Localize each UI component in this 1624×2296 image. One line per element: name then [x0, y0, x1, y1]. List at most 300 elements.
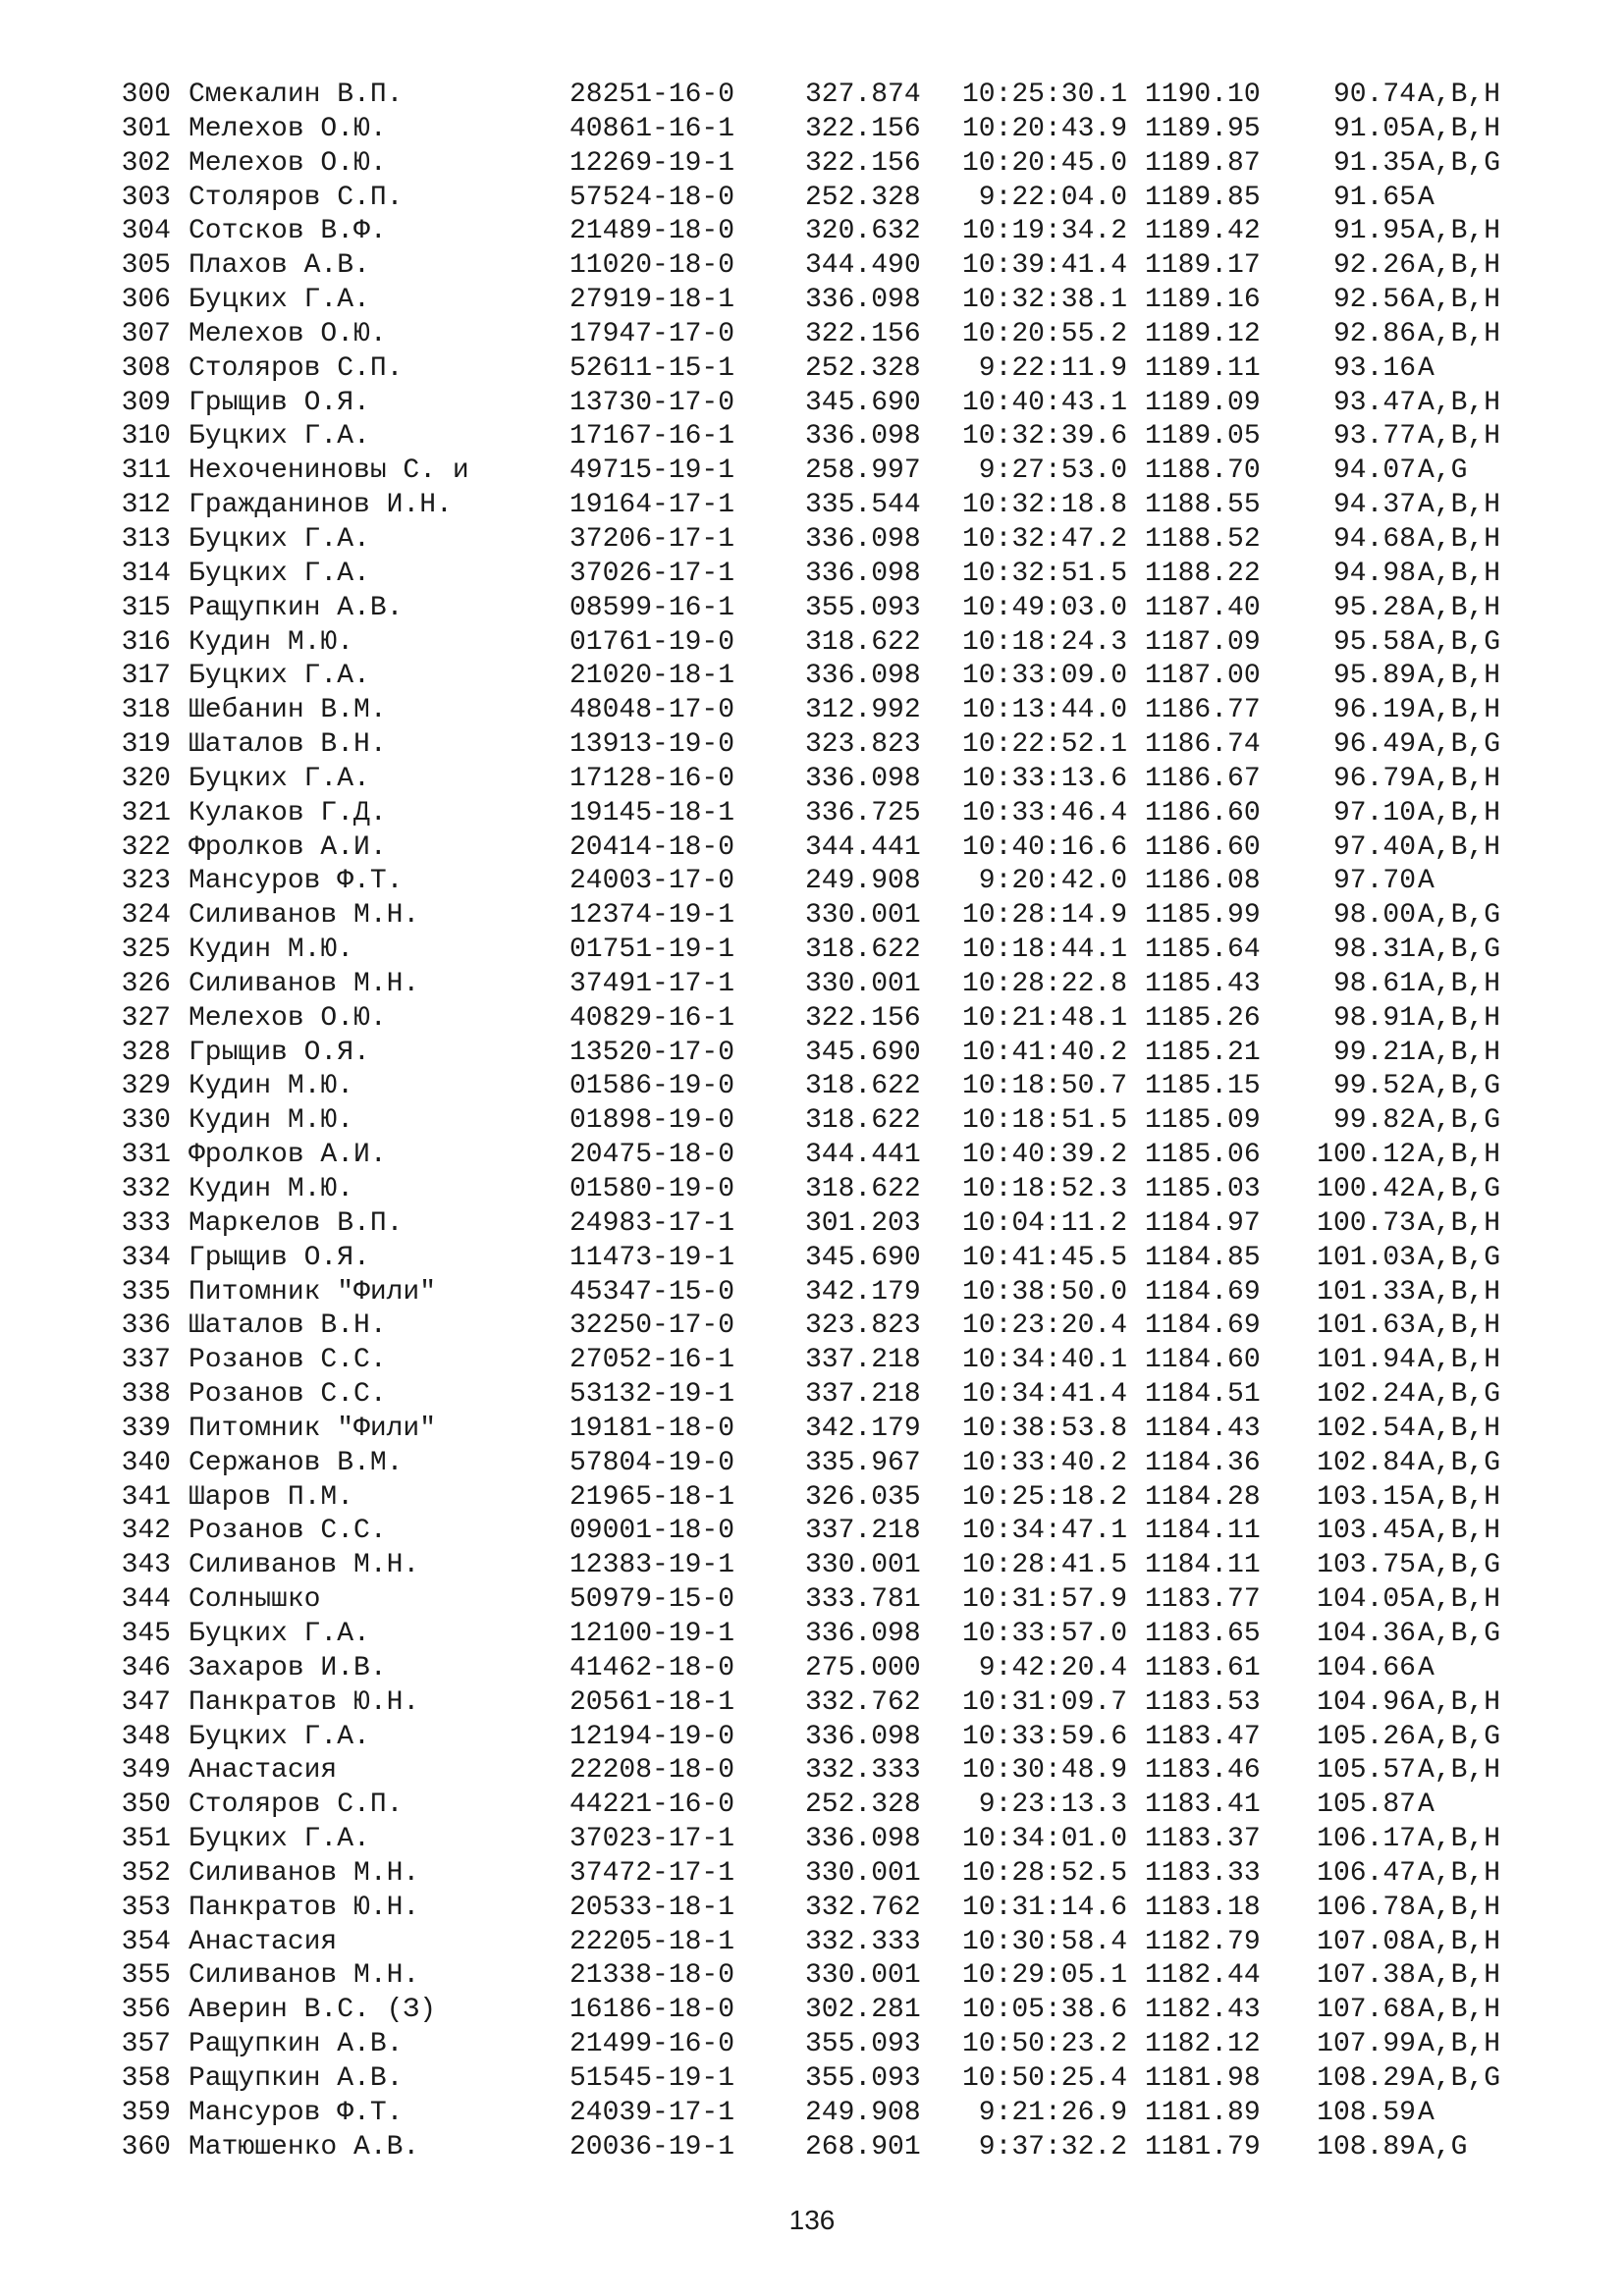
table-row: [118, 694, 1532, 728]
row-number: 346: [121, 1652, 171, 1683]
table-row: [118, 1173, 1532, 1207]
arrival-time: 10:20:55.2: [961, 318, 1127, 349]
arrival-time: 10:33:13.6: [961, 763, 1127, 794]
fancier-name: Анастасия: [189, 1755, 338, 1787]
points: 95.58: [1332, 626, 1416, 658]
row-number: 306: [121, 285, 171, 316]
speed: 1190.10: [1145, 80, 1261, 110]
row-number: 350: [121, 1789, 171, 1821]
fancier-name: Буцких Г.А.: [189, 523, 370, 555]
arrival-time: 9:22:04.0: [978, 182, 1127, 213]
categories: A,B,H: [1418, 2029, 1501, 2060]
categories: A,B,H: [1418, 1926, 1501, 1957]
speed: 1184.28: [1145, 1481, 1261, 1513]
speed: 1182.44: [1145, 1960, 1261, 1992]
fancier-name: Кудин М.Ю.: [189, 1174, 354, 1204]
fancier-name: Смекалин В.П.: [189, 80, 404, 110]
fancier-name: Ращупкин А.В.: [189, 2062, 404, 2094]
fancier-name: Шебанин В.М.: [189, 695, 387, 726]
row-number: 341: [121, 1481, 171, 1513]
distance: 355.093: [805, 2062, 921, 2094]
categories: A,B,G: [1418, 147, 1501, 179]
points: 101.63: [1317, 1310, 1416, 1342]
fancier-name: Панкратов Ю.Н.: [189, 1686, 420, 1718]
fancier-name: Силиванов М.Н.: [189, 1960, 420, 1992]
categories: A: [1418, 182, 1435, 213]
fancier-name: Маркелов В.П.: [189, 1207, 404, 1239]
categories: A,B,H: [1418, 1276, 1501, 1308]
categories: A,B,H: [1418, 387, 1501, 418]
row-number: 319: [121, 729, 171, 761]
table-row: [118, 1721, 1532, 1755]
arrival-time: 10:28:41.5: [961, 1550, 1127, 1581]
speed: 1182.43: [1145, 1995, 1261, 2026]
distance: 275.000: [805, 1652, 921, 1683]
arrival-time: 10:40:16.6: [961, 831, 1127, 863]
distance: 330.001: [805, 1857, 921, 1889]
table-row: [118, 284, 1532, 318]
speed: 1189.09: [1145, 387, 1261, 418]
arrival-time: 10:41:45.5: [961, 1242, 1127, 1273]
speed: 1186.67: [1145, 763, 1261, 794]
speed: 1188.22: [1145, 558, 1261, 589]
ring-number: 37206-17-1: [569, 523, 735, 555]
table-row: [118, 1002, 1532, 1037]
fancier-name: Силиванов М.Н.: [189, 1857, 420, 1889]
table-row: [118, 147, 1532, 182]
speed: 1189.11: [1145, 352, 1261, 384]
speed: 1186.60: [1145, 831, 1261, 863]
fancier-name: Мелехов О.Ю.: [189, 113, 387, 144]
distance: 318.622: [805, 1071, 921, 1102]
points: 94.37: [1332, 490, 1416, 521]
table-row: [118, 1104, 1532, 1139]
categories: A,B,G: [1418, 1550, 1501, 1581]
points: 101.94: [1317, 1345, 1416, 1376]
categories: A,B,H: [1418, 831, 1501, 863]
arrival-time: 10:04:11.2: [961, 1207, 1127, 1239]
table-row: [118, 1447, 1532, 1481]
distance: 322.156: [805, 1002, 921, 1034]
ring-number: 57524-18-0: [569, 182, 735, 213]
categories: A: [1418, 352, 1435, 384]
table-row: [118, 1344, 1532, 1378]
row-number: 314: [121, 558, 171, 589]
distance: 336.098: [805, 421, 921, 453]
ring-number: 37491-17-1: [569, 968, 735, 999]
row-number: 307: [121, 318, 171, 349]
row-number: 317: [121, 661, 171, 692]
fancier-name: Грыщив О.Я.: [189, 1242, 370, 1273]
arrival-time: 10:18:44.1: [961, 934, 1127, 966]
row-number: 342: [121, 1516, 171, 1547]
distance: 336.098: [805, 661, 921, 692]
points: 108.29: [1317, 2062, 1416, 2094]
arrival-time: 10:28:22.8: [961, 968, 1127, 999]
points: 107.68: [1317, 1995, 1416, 2026]
categories: A,B,G: [1418, 1071, 1501, 1102]
categories: A,B,H: [1418, 1140, 1501, 1171]
fancier-name: Сотсков В.Ф.: [189, 216, 387, 247]
table-row: [118, 1242, 1532, 1276]
fancier-name: Буцких Г.А.: [189, 763, 370, 794]
speed: 1189.16: [1145, 285, 1261, 316]
row-number: 305: [121, 250, 171, 282]
fancier-name: Розанов С.С.: [189, 1345, 387, 1376]
distance: 336.098: [805, 1721, 921, 1752]
speed: 1183.46: [1145, 1755, 1261, 1787]
speed: 1183.77: [1145, 1584, 1261, 1616]
fancier-name: Буцких Г.А.: [189, 1618, 370, 1649]
table-row: [118, 660, 1532, 694]
table-row: [118, 1139, 1532, 1173]
ring-number: 21965-18-1: [569, 1481, 735, 1513]
speed: 1189.05: [1145, 421, 1261, 453]
speed: 1184.43: [1145, 1413, 1261, 1444]
ring-number: 37023-17-1: [569, 1824, 735, 1855]
table-row: [118, 1618, 1532, 1652]
arrival-time: 10:32:39.6: [961, 421, 1127, 453]
arrival-time: 10:34:01.0: [961, 1824, 1127, 1855]
categories: A,B,H: [1418, 695, 1501, 726]
arrival-time: 10:33:09.0: [961, 661, 1127, 692]
ring-number: 11020-18-0: [569, 250, 735, 282]
fancier-name: Захаров И.В.: [189, 1652, 387, 1683]
points: 94.98: [1332, 558, 1416, 589]
categories: A,B,H: [1418, 1310, 1501, 1342]
arrival-time: 10:32:18.8: [961, 490, 1127, 521]
points: 99.82: [1332, 1105, 1416, 1137]
points: 92.86: [1332, 318, 1416, 349]
arrival-time: 10:31:14.6: [961, 1892, 1127, 1923]
points: 104.36: [1317, 1618, 1416, 1649]
arrival-time: 10:19:34.2: [961, 216, 1127, 247]
categories: A,G: [1418, 455, 1468, 487]
fancier-name: Шаталов В.Н.: [189, 729, 387, 761]
table-row: [118, 1070, 1532, 1104]
categories: A,B,H: [1418, 250, 1501, 282]
categories: A,B,H: [1418, 763, 1501, 794]
row-number: 336: [121, 1310, 171, 1342]
fancier-name: Мелехов О.Ю.: [189, 318, 387, 349]
ring-number: 17167-16-1: [569, 421, 735, 453]
row-number: 322: [121, 831, 171, 863]
distance: 335.967: [805, 1447, 921, 1478]
points: 100.12: [1317, 1140, 1416, 1171]
speed: 1182.12: [1145, 2029, 1261, 2060]
arrival-time: 10:41:40.2: [961, 1037, 1127, 1068]
arrival-time: 10:33:40.2: [961, 1447, 1127, 1478]
ring-number: 01751-19-1: [569, 934, 735, 966]
arrival-time: 10:31:09.7: [961, 1686, 1127, 1718]
categories: A,B,H: [1418, 1345, 1501, 1376]
distance: 330.001: [805, 900, 921, 932]
table-row: [118, 182, 1532, 216]
categories: A,B,H: [1418, 490, 1501, 521]
distance: 336.098: [805, 558, 921, 589]
table-row: [118, 352, 1532, 387]
points: 93.16: [1332, 352, 1416, 384]
ring-number: 12269-19-1: [569, 147, 735, 179]
points: 93.47: [1332, 387, 1416, 418]
arrival-time: 9:37:32.2: [978, 2131, 1127, 2163]
fancier-name: Силиванов М.Н.: [189, 900, 420, 932]
fancier-name: Кудин М.Ю.: [189, 1071, 354, 1102]
ring-number: 11473-19-1: [569, 1242, 735, 1273]
speed: 1183.18: [1145, 1892, 1261, 1923]
fancier-name: Питомник "Фили": [189, 1276, 437, 1308]
table-row: [118, 1276, 1532, 1310]
table-row: [118, 1857, 1532, 1892]
categories: A,B,H: [1418, 968, 1501, 999]
page-number: 136: [788, 2205, 836, 2235]
categories: A: [1418, 1789, 1435, 1821]
categories: A,B,H: [1418, 592, 1501, 623]
ring-number: 24039-17-1: [569, 2097, 735, 2128]
distance: 337.218: [805, 1516, 921, 1547]
ring-number: 13520-17-0: [569, 1037, 735, 1068]
points: 91.35: [1332, 147, 1416, 179]
points: 98.91: [1332, 1002, 1416, 1034]
arrival-time: 10:25:30.1: [961, 80, 1127, 110]
row-number: 349: [121, 1755, 171, 1787]
row-number: 330: [121, 1105, 171, 1137]
fancier-name: Кудин М.Ю.: [189, 1105, 354, 1137]
distance: 336.098: [805, 1618, 921, 1649]
fancier-name: Нехочениновы С. и: [189, 455, 469, 487]
ring-number: 21020-18-1: [569, 661, 735, 692]
table-row: [118, 1789, 1532, 1823]
fancier-name: Кудин М.Ю.: [189, 626, 354, 658]
distance: 336.098: [805, 763, 921, 794]
fancier-name: Мансуров Ф.Т.: [189, 866, 404, 897]
speed: 1185.15: [1145, 1071, 1261, 1102]
categories: A,B,H: [1418, 1481, 1501, 1513]
arrival-time: 10:28:52.5: [961, 1857, 1127, 1889]
distance: 345.690: [805, 1037, 921, 1068]
ring-number: 09001-18-0: [569, 1516, 735, 1547]
points: 108.59: [1317, 2097, 1416, 2128]
distance: 336.098: [805, 285, 921, 316]
fancier-name: Фролков А.И.: [189, 831, 387, 863]
fancier-name: Розанов С.С.: [189, 1379, 387, 1411]
fancier-name: Аверин В.С. (З): [189, 1995, 437, 2026]
points: 96.19: [1332, 695, 1416, 726]
table-row: [118, 899, 1532, 934]
points: 101.33: [1317, 1276, 1416, 1308]
table-row: [118, 1309, 1532, 1344]
categories: A,B,G: [1418, 1174, 1501, 1204]
speed: 1187.09: [1145, 626, 1261, 658]
arrival-time: 9:20:42.0: [978, 866, 1127, 897]
distance: 249.908: [805, 2097, 921, 2128]
fancier-name: Матюшенко А.В.: [189, 2131, 420, 2163]
arrival-time: 10:50:23.2: [961, 2029, 1127, 2060]
points: 92.26: [1332, 250, 1416, 282]
distance: 318.622: [805, 934, 921, 966]
table-row: [118, 2097, 1532, 2131]
speed: 1184.97: [1145, 1207, 1261, 1239]
points: 96.79: [1332, 763, 1416, 794]
speed: 1183.61: [1145, 1652, 1261, 1683]
speed: 1185.03: [1145, 1174, 1261, 1204]
speed: 1184.69: [1145, 1310, 1261, 1342]
categories: A: [1418, 866, 1435, 897]
ring-number: 40829-16-1: [569, 1002, 735, 1034]
ring-number: 32250-17-0: [569, 1310, 735, 1342]
points: 104.96: [1317, 1686, 1416, 1718]
table-row: [118, 728, 1532, 763]
arrival-time: 10:18:51.5: [961, 1105, 1127, 1137]
fancier-name: Буцких Г.А.: [189, 661, 370, 692]
fancier-name: Грыщив О.Я.: [189, 1037, 370, 1068]
row-number: 358: [121, 2062, 171, 2094]
table-row: [118, 968, 1532, 1002]
fancier-name: Анастасия: [189, 1926, 338, 1957]
row-number: 339: [121, 1413, 171, 1444]
arrival-time: 9:27:53.0: [978, 455, 1127, 487]
table-row: [118, 489, 1532, 523]
distance: 344.441: [805, 831, 921, 863]
table-row: [118, 2028, 1532, 2062]
speed: 1188.70: [1145, 455, 1261, 487]
table-row: [118, 1926, 1532, 1960]
arrival-time: 10:38:50.0: [961, 1276, 1127, 1308]
speed: 1186.08: [1145, 866, 1261, 897]
points: 103.15: [1317, 1481, 1416, 1513]
points: 102.24: [1317, 1379, 1416, 1411]
arrival-time: 10:33:57.0: [961, 1618, 1127, 1649]
ring-number: 19164-17-1: [569, 490, 735, 521]
ring-number: 20561-18-1: [569, 1686, 735, 1718]
ring-number: 53132-19-1: [569, 1379, 735, 1411]
ring-number: 21499-16-0: [569, 2029, 735, 2060]
categories: A,B,H: [1418, 1755, 1501, 1787]
arrival-time: 9:23:13.3: [978, 1789, 1127, 1821]
arrival-time: 10:32:47.2: [961, 523, 1127, 555]
ring-number: 01898-19-0: [569, 1105, 735, 1137]
row-number: 332: [121, 1174, 171, 1204]
arrival-time: 10:29:05.1: [961, 1960, 1127, 1992]
categories: A,B,H: [1418, 216, 1501, 247]
fancier-name: Шаров П.М.: [189, 1481, 354, 1513]
ring-number: 20036-19-1: [569, 2131, 735, 2163]
speed: 1183.33: [1145, 1857, 1261, 1889]
row-number: 355: [121, 1960, 171, 1992]
categories: A,B,G: [1418, 729, 1501, 761]
table-row: [118, 1959, 1532, 1994]
points: 105.26: [1317, 1721, 1416, 1752]
row-number: 356: [121, 1995, 171, 2026]
distance: 344.441: [805, 1140, 921, 1171]
row-number: 348: [121, 1721, 171, 1752]
table-row: [118, 1037, 1532, 1071]
speed: 1185.09: [1145, 1105, 1261, 1137]
fancier-name: Столяров С.П.: [189, 182, 404, 213]
table-row: [118, 318, 1532, 352]
table-row: [118, 2062, 1532, 2097]
ring-number: 01586-19-0: [569, 1071, 735, 1102]
speed: 1185.26: [1145, 1002, 1261, 1034]
distance: 327.874: [805, 80, 921, 110]
fancier-name: Плахов А.В.: [189, 250, 370, 282]
arrival-time: 10:39:41.4: [961, 250, 1127, 282]
fancier-name: Панкратов Ю.Н.: [189, 1892, 420, 1923]
speed: 1181.98: [1145, 2062, 1261, 2094]
categories: A,B,H: [1418, 661, 1501, 692]
speed: 1184.69: [1145, 1276, 1261, 1308]
distance: 355.093: [805, 2029, 921, 2060]
fancier-name: Столяров С.П.: [189, 352, 404, 384]
row-number: 331: [121, 1140, 171, 1171]
distance: 252.328: [805, 182, 921, 213]
arrival-time: 10:21:48.1: [961, 1002, 1127, 1034]
categories: A,B,H: [1418, 1686, 1501, 1718]
categories: A,B,H: [1418, 113, 1501, 144]
speed: 1184.11: [1145, 1550, 1261, 1581]
arrival-time: 10:34:41.4: [961, 1379, 1127, 1411]
table-row: [118, 865, 1532, 899]
table-row: [118, 763, 1532, 797]
ring-number: 17947-17-0: [569, 318, 735, 349]
speed: 1182.79: [1145, 1926, 1261, 1957]
points: 102.54: [1317, 1413, 1416, 1444]
table-row: [118, 1378, 1532, 1413]
categories: A,B,H: [1418, 1857, 1501, 1889]
row-number: 304: [121, 216, 171, 247]
row-number: 359: [121, 2097, 171, 2128]
row-number: 354: [121, 1926, 171, 1957]
arrival-time: 10:32:38.1: [961, 285, 1127, 316]
row-number: 309: [121, 387, 171, 418]
table-row: [118, 420, 1532, 454]
ring-number: 27052-16-1: [569, 1345, 735, 1376]
ring-number: 52611-15-1: [569, 352, 735, 384]
points: 101.03: [1317, 1242, 1416, 1273]
ring-number: 22208-18-0: [569, 1755, 735, 1787]
row-number: 326: [121, 968, 171, 999]
row-number: 333: [121, 1207, 171, 1239]
ring-number: 24983-17-1: [569, 1207, 735, 1239]
points: 99.52: [1332, 1071, 1416, 1102]
categories: A,B,H: [1418, 558, 1501, 589]
table-row: [118, 934, 1532, 968]
arrival-time: 9:21:26.9: [978, 2097, 1127, 2128]
distance: 252.328: [805, 352, 921, 384]
row-number: 347: [121, 1686, 171, 1718]
points: 107.99: [1317, 2029, 1416, 2060]
table-row: [118, 831, 1532, 866]
arrival-time: 10:38:53.8: [961, 1413, 1127, 1444]
points: 98.00: [1332, 900, 1416, 932]
row-number: 313: [121, 523, 171, 555]
arrival-time: 10:18:52.3: [961, 1174, 1127, 1204]
speed: 1189.87: [1145, 147, 1261, 179]
fancier-name: Фролков А.И.: [189, 1140, 387, 1171]
distance: 301.203: [805, 1207, 921, 1239]
row-number: 318: [121, 695, 171, 726]
row-number: 321: [121, 797, 171, 828]
ring-number: 01761-19-0: [569, 626, 735, 658]
fancier-name: Мелехов О.Ю.: [189, 1002, 387, 1034]
ring-number: 57804-19-0: [569, 1447, 735, 1478]
points: 102.84: [1317, 1447, 1416, 1478]
ring-number: 12374-19-1: [569, 900, 735, 932]
fancier-name: Сержанов В.М.: [189, 1447, 404, 1478]
speed: 1185.21: [1145, 1037, 1261, 1068]
row-number: 310: [121, 421, 171, 453]
speed: 1184.11: [1145, 1516, 1261, 1547]
